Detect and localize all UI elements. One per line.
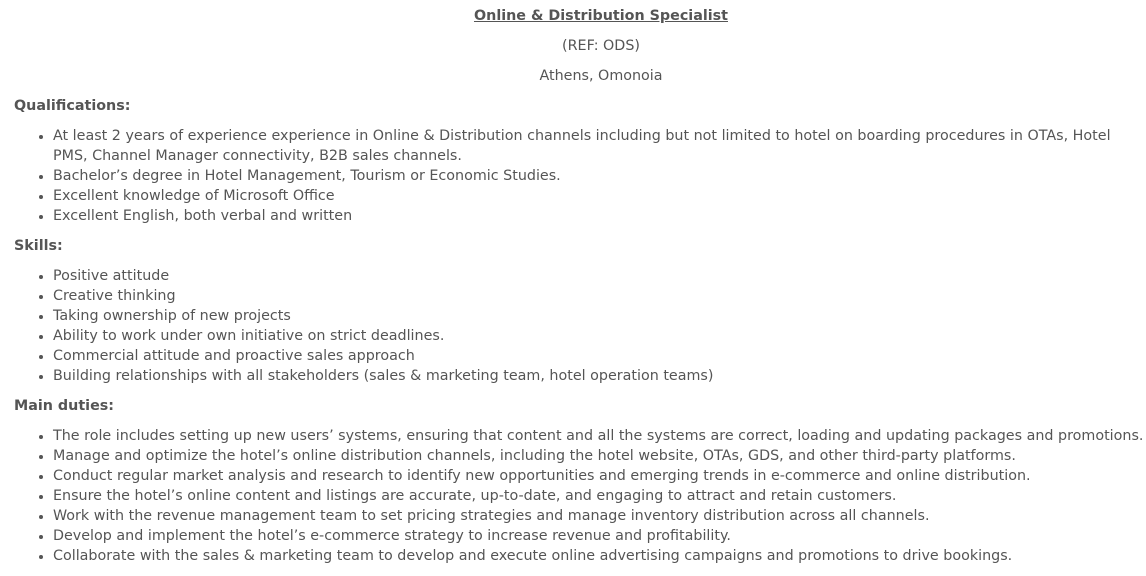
list-item: • Excellent knowledge of Microsoft Office (53, 186, 1133, 206)
job-reference: (REF: ODS) (562, 38, 640, 54)
list-item: • At least 2 years of experience experience in Online & Distribution channels including but not limited to hotel on boarding procedures in OTAs, Hotel PMS, Channel Manager connectivity, B2B sales channels. (53, 126, 1133, 166)
list-item: • Develop and implement the hotel’s e-commerce strategy to increase revenue and profitability. (53, 526, 1133, 546)
list-item: • Positive attitude (53, 266, 1133, 286)
list-item: • Ensure the hotel’s online content and listings are accurate, up-to-date, and engaging to attract and retain customers. (53, 486, 1133, 506)
skills-heading: Skills: (14, 238, 63, 254)
list-item: • Commercial attitude and proactive sales approach (53, 346, 1133, 366)
list-item: • Taking ownership of new projects (53, 306, 1133, 326)
skills-list (14, 266, 1133, 386)
list-item: • Work with the revenue management team to set pricing strategies and manage inventory distribution across all channels. (53, 506, 1133, 526)
list-item: • Bachelor’s degree in Hotel Management, Tourism or Economic Studies. (53, 166, 1133, 186)
duties-list (14, 426, 1144, 566)
list-item: • Building relationships with all stakeholders (sales & marketing team, hotel operation teams) (53, 366, 1133, 386)
list-item: • Creative thinking (53, 286, 1133, 306)
job-location: Athens, Omonoia (539, 68, 663, 84)
job-title: Online & Distribution Specialist (473, 8, 728, 24)
qualifications-heading: Qualifications: (14, 98, 131, 114)
list-item: • Conduct regular market analysis and research to identify new opportunities and emerging trends in e-commerce and online distribution. (53, 466, 1133, 486)
list-item: • Manage and optimize the hotel’s online distribution channels, including the hotel website, OTAs, GDS, and other third-party platforms. (53, 446, 1133, 466)
duties-heading: Main duties: (14, 398, 115, 414)
list-item: • Excellent English, both verbal and written (53, 206, 1133, 226)
qualifications-list (14, 126, 1133, 226)
list-item: • Collaborate with the sales & marketing team to develop and execute online advertising campaigns and promotions to drive bookings. (53, 546, 1133, 566)
list-item: • Ability to work under own initiative on strict deadlines. (53, 326, 1133, 346)
list-item: • The role includes setting up new users’ systems, ensuring that content and all the systems are correct, loading and updating packages and promotions. (53, 426, 1133, 446)
